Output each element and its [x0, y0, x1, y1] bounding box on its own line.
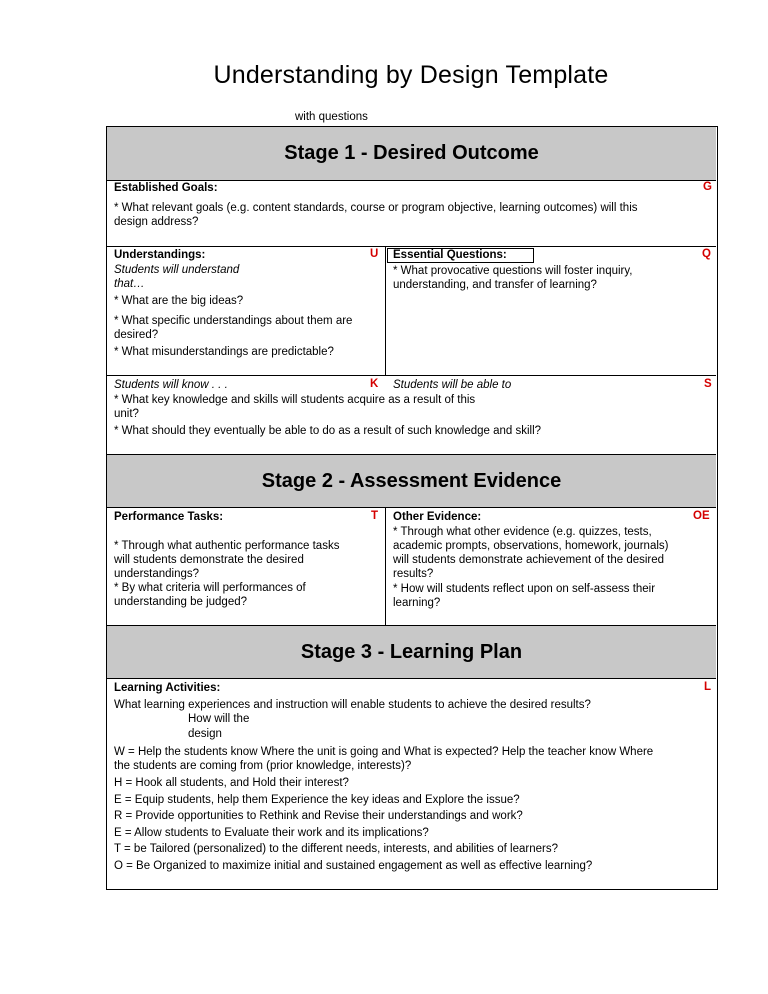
- column-divider: [385, 508, 386, 625]
- performance-tasks-line: understandings?: [114, 568, 200, 580]
- performance-tasks-code: T: [371, 510, 379, 522]
- whereto-w-line1: W = Help the students know Where the unit is going and What is expected? Help the teacher know Where: [114, 746, 654, 758]
- page-subtitle: with questions: [295, 111, 368, 123]
- goals-label: Established Goals:: [114, 182, 218, 194]
- know-line1: * What key knowledge and skills will students acquire as a result of this: [114, 394, 476, 406]
- stage3-heading: Stage 3 - Learning Plan: [107, 625, 716, 679]
- other-evidence-line: * How will students reflect upon on self-assess their: [393, 583, 656, 595]
- understandings-label: Understandings:: [114, 249, 206, 261]
- know-line3: * What should they eventually be able to do as a result of such knowledge and skill?: [114, 425, 542, 437]
- understandings-question-2a: * What specific understandings about them are: [114, 315, 353, 327]
- goals-text-line2: design address?: [114, 216, 199, 228]
- understandings-question-2b: desired?: [114, 329, 159, 341]
- column-divider: [385, 246, 386, 375]
- stage2-heading: Stage 2 - Assessment Evidence: [107, 454, 716, 508]
- divider: [107, 246, 716, 247]
- understandings-question-1: * What are the big ideas?: [114, 295, 244, 307]
- able-label: Students will be able to: [393, 379, 512, 391]
- essential-questions-line1: * What provocative questions will foster inquiry,: [393, 265, 633, 277]
- learning-activities-label: Learning Activities:: [114, 682, 221, 694]
- performance-tasks-line: understanding be judged?: [114, 596, 248, 608]
- able-code: S: [704, 378, 712, 390]
- other-evidence-line: academic prompts, observations, homework, journals): [393, 540, 669, 552]
- whereto-e1: E = Equip students, help them Experience the key ideas and Explore the issue?: [114, 794, 520, 806]
- essential-questions-line2: understanding, and transfer of learning?: [393, 279, 597, 291]
- essential-questions-code: Q: [702, 248, 711, 260]
- other-evidence-line: learning?: [393, 597, 441, 609]
- know-label: Students will know . . .: [114, 379, 228, 391]
- whereto-o: O = Be Organized to maximize initial and sustained engagement as well as effective learning?: [114, 860, 593, 872]
- other-evidence-line: results?: [393, 568, 434, 580]
- whereto-h: H = Hook all students, and Hold their interest?: [114, 777, 349, 789]
- whereto-r: R = Provide opportunities to Rethink and Revise their understandings and work?: [114, 810, 523, 822]
- whereto-w-line2: the students are coming from (prior knowledge, interests)?: [114, 760, 412, 772]
- performance-tasks-label: Performance Tasks:: [114, 511, 224, 523]
- performance-tasks-line: * Through what authentic performance tasks: [114, 540, 340, 552]
- stage1-heading: Stage 1 - Desired Outcome: [107, 127, 716, 181]
- other-evidence-line: will students demonstrate achievement of the desired: [393, 554, 665, 566]
- learning-activities-how-line1: How will the: [188, 713, 250, 725]
- goals-text-line1: * What relevant goals (e.g. content standards, course or program objective, learning outcomes) will this: [114, 202, 638, 214]
- whereto-t: T = be Tailored (personalized) to the different needs, interests, and abilities of learners?: [114, 843, 558, 855]
- other-evidence-code: OE: [693, 510, 710, 522]
- other-evidence-line: * Through what other evidence (e.g. quizzes, tests,: [393, 526, 652, 538]
- divider: [107, 375, 716, 376]
- know-line2: unit?: [114, 408, 139, 420]
- other-evidence-label: Other Evidence:: [393, 511, 482, 523]
- page-title: Understanding by Design Template: [213, 61, 609, 89]
- performance-tasks-line: will students demonstrate the desired: [114, 554, 304, 566]
- template-table: [106, 126, 718, 890]
- learning-activities-intro: What learning experiences and instruction will enable students to achieve the desired results?: [114, 699, 591, 711]
- essential-questions-label: Essential Questions:: [393, 249, 507, 261]
- learning-activities-how-line2: design: [188, 728, 222, 740]
- learning-activities-code: L: [704, 681, 712, 693]
- understandings-question-3: * What misunderstandings are predictable?: [114, 346, 334, 358]
- goals-code: G: [703, 181, 712, 193]
- understandings-code: U: [370, 248, 379, 260]
- understandings-intro-line2: that…: [114, 278, 145, 290]
- whereto-e2: E = Allow students to Evaluate their work and its implications?: [114, 827, 429, 839]
- understandings-intro-line1: Students will understand: [114, 264, 240, 276]
- know-code: K: [370, 378, 379, 390]
- performance-tasks-line: * By what criteria will performances of: [114, 582, 306, 594]
